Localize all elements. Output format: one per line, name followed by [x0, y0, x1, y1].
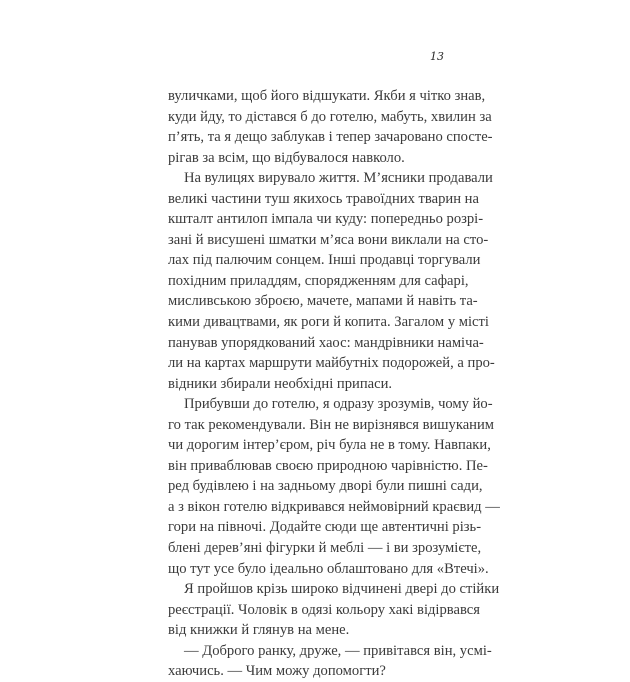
- paragraph-2: [168, 168, 495, 394]
- text-line: панував упорядкований хаос: мандрівники наміча-: [168, 334, 484, 351]
- text-line: куди йду, то дістався б до готелю, мабуть, хвилин за: [168, 108, 492, 125]
- text-line: На вулицях вирувало життя. М’ясники продавали: [184, 170, 493, 187]
- text-line: гори на півночі. Додайте сюди ще автентичні різь-: [168, 519, 482, 536]
- text-line: що тут усе було ідеально облаштовано для «Втечі».: [168, 560, 489, 577]
- text-line: зані й висушені шматки м’яса вони виклали на сто-: [168, 231, 489, 248]
- paragraph-1: [168, 86, 493, 168]
- text-line: кими дивацтвами, як роги й копита. Загалом у місті: [168, 314, 489, 331]
- text-line: Я пройшов крізь широко відчинені двері до стійки: [184, 581, 500, 598]
- text-line: а з вікон готелю відкривався неймовірний краєвид —: [168, 498, 500, 515]
- text-line: лах під палючим сонцем. Інші продавці торгували: [168, 252, 481, 269]
- text-line: вуличками, щоб його відшукати. Якби я чітко знав,: [168, 88, 486, 104]
- text-line: чи дорогим інтер’єром, річ була не в тому. Навпаки,: [168, 437, 491, 454]
- text-line: похідним приладдям, спорядженням для сафарі,: [168, 272, 469, 289]
- text-line: рігав за всім, що відбувалося навколо.: [168, 149, 405, 166]
- body-text: [168, 86, 500, 682]
- text-line: — Доброго ранку, друже, — привітався він, усмі-: [184, 642, 492, 659]
- text-line: Прибувши до готелю, я одразу зрозумів, чому йо-: [184, 396, 493, 413]
- text-line: від книжки й глянув на мене.: [168, 622, 350, 639]
- text-line: ред будівлею і на задньому дворі були пишні сади,: [168, 478, 483, 495]
- text-line: мисливською зброєю, мачете, мапами й навіть та-: [168, 293, 478, 310]
- paragraph-3: [168, 394, 500, 579]
- text-line: п’ять, та я дещо заблукав і тепер зачаровано спосте-: [168, 129, 493, 146]
- text-line: хаючись. — Чим можу допомогти?: [168, 663, 386, 680]
- text-line: він приваблював своєю природною чарівністю. Пе-: [168, 457, 488, 474]
- text-line: реєстрації. Чоловік в одязі кольору хакі відірвався: [168, 601, 480, 618]
- text-line: блені дерев’яні фігурки й меблі — і ви зрозумієте,: [168, 540, 482, 557]
- paragraph-4: [168, 579, 500, 641]
- text-line: ли на картах маршрути майбутніх подорожей, а про-: [168, 355, 495, 372]
- text-line: кшталт антилоп імпала чи куду: попередньо розрі-: [168, 211, 484, 228]
- text-line: відники збирали необхідні припаси.: [168, 375, 393, 392]
- paragraph-5: [168, 641, 492, 682]
- text-line: го так рекомендували. Він не вирізнявся вишуканим: [168, 416, 495, 433]
- text-line: великі частини туш якихось травоїдних тварин на: [168, 190, 479, 207]
- page-number: 13: [430, 50, 444, 63]
